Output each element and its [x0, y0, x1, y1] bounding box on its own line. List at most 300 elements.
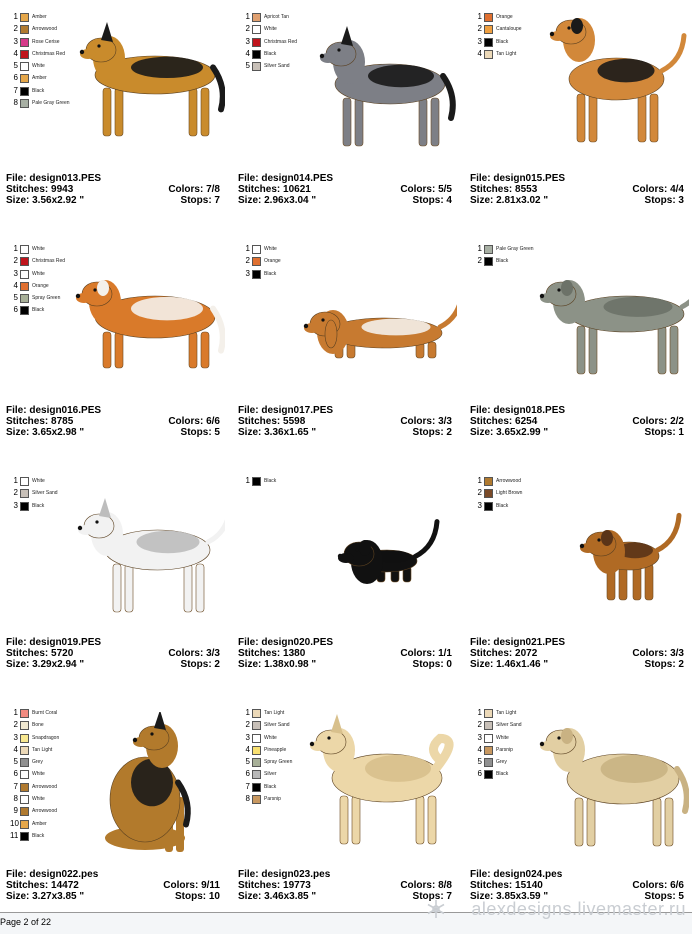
- embroidery-preview: [65, 480, 225, 620]
- palette-number: 2: [13, 24, 18, 34]
- color-swatch: [484, 746, 493, 755]
- embroidery-preview: [297, 16, 457, 156]
- palette-number: 3: [13, 268, 18, 278]
- thread-name: Tan Light: [496, 50, 517, 57]
- color-swatch: [20, 257, 29, 266]
- thread-name: Black: [32, 307, 45, 314]
- thread-name: Black: [264, 270, 277, 277]
- palette-number: 4: [245, 744, 250, 754]
- palette-number: 1: [245, 12, 250, 21]
- color-swatch: [484, 721, 493, 730]
- color-swatch: [20, 62, 29, 71]
- page-number: Page 2 of 22: [0, 917, 52, 927]
- color-swatch: [20, 709, 29, 718]
- color-swatch: [252, 709, 261, 718]
- palette-number: 6: [245, 769, 250, 779]
- thread-name: Rose Cerise: [32, 38, 60, 45]
- color-swatch: [484, 38, 493, 47]
- file-text: File: design019.PES: [6, 637, 102, 648]
- design-card: [464, 696, 692, 928]
- design-card: [0, 0, 232, 232]
- file-text: File: design022.pes: [6, 869, 99, 880]
- stitches-text: Stitches: 8785: [6, 416, 74, 427]
- color-swatch: [484, 758, 493, 767]
- thread-name: Orange: [32, 282, 49, 289]
- size-text: Size: 1.46x1.46 ": [470, 659, 549, 670]
- thread-name: White: [32, 270, 45, 277]
- thread-name: Spray Green: [32, 295, 61, 302]
- colors-text: Colors: 2/2: [632, 416, 684, 427]
- color-swatch: [20, 282, 29, 291]
- color-swatch: [20, 25, 29, 34]
- thread-name: Pale Gray Green: [496, 246, 534, 252]
- palette-number: 2: [477, 720, 482, 730]
- thread-name: Spray Green: [264, 759, 293, 766]
- color-swatch: [20, 832, 29, 841]
- info-row: [238, 427, 452, 438]
- palette-number: 3: [13, 500, 18, 510]
- thread-name: Apricot Tan: [264, 14, 289, 20]
- file-text: File: design024.pes: [470, 869, 563, 880]
- thread-name: Amber: [32, 14, 47, 20]
- design-card: [232, 232, 464, 464]
- info-row: [470, 880, 684, 891]
- stops-text: Stops: 7: [412, 891, 452, 902]
- palette-number: 4: [13, 280, 18, 290]
- info-row: [470, 659, 684, 670]
- color-swatch: [20, 38, 29, 47]
- thread-name: Tan Light: [264, 710, 285, 716]
- size-text: Size: 3.27x3.85 ": [6, 891, 85, 902]
- color-swatch: [252, 746, 261, 755]
- info-row: [6, 637, 220, 648]
- thread-name: Bone: [32, 722, 44, 729]
- thread-name: White: [264, 734, 277, 741]
- color-swatch: [20, 87, 29, 96]
- info-row: [238, 416, 452, 427]
- color-swatch: [252, 477, 261, 486]
- watermark-text: alexdesigns.livemaster.ru: [471, 899, 686, 919]
- stops-text: Stops: 1: [644, 427, 684, 438]
- color-swatch: [20, 294, 29, 303]
- thread-name: Black: [32, 87, 45, 94]
- palette-number: 5: [13, 293, 18, 303]
- colors-text: Colors: 3/3: [632, 648, 684, 659]
- embroidery-preview: [529, 480, 689, 620]
- palette-number: 4: [245, 48, 250, 58]
- thread-name: Silver: [264, 771, 277, 778]
- thread-name: Pineapple: [264, 746, 287, 753]
- embroidery-preview: [297, 480, 457, 620]
- embroidery-preview: [529, 16, 689, 156]
- thread-name: White: [264, 246, 277, 252]
- stops-text: Stops: 7: [180, 195, 220, 206]
- palette-number: 2: [245, 24, 250, 34]
- color-swatch: [20, 50, 29, 59]
- color-swatch: [484, 13, 493, 22]
- color-swatch: [20, 795, 29, 804]
- palette-number: 1: [13, 244, 18, 253]
- color-swatch: [252, 38, 261, 47]
- color-swatch: [484, 489, 493, 498]
- palette-number: 4: [13, 744, 18, 754]
- info-row: [238, 869, 452, 880]
- thread-name: Black: [264, 783, 277, 790]
- color-swatch: [252, 25, 261, 34]
- info-row: [6, 416, 220, 427]
- info-row: [238, 648, 452, 659]
- color-swatch: [20, 746, 29, 755]
- stitches-text: Stitches: 5720: [6, 648, 74, 659]
- thread-name: Black: [496, 258, 509, 265]
- info-row: [6, 659, 220, 670]
- stops-text: Stops: 10: [174, 891, 220, 902]
- palette-number: 9: [13, 806, 18, 816]
- thread-name: Orange: [496, 14, 513, 20]
- info-row: [238, 405, 452, 416]
- palette-number: 3: [477, 36, 482, 46]
- design-card: [0, 464, 232, 696]
- color-swatch: [252, 50, 261, 59]
- thread-name: Black: [496, 771, 509, 778]
- palette-number: 5: [245, 757, 250, 767]
- thread-name: Pale Gray Green: [32, 100, 70, 107]
- stops-text: Stops: 5: [180, 427, 220, 438]
- color-swatch: [484, 50, 493, 59]
- size-text: Size: 3.46x3.85 ": [238, 891, 317, 902]
- thread-name: Silver Sand: [264, 63, 290, 70]
- color-swatch: [20, 820, 29, 829]
- palette-number: 7: [13, 85, 18, 95]
- file-text: File: design018.PES: [470, 405, 566, 416]
- embroidery-preview: [297, 712, 457, 852]
- design-info: [238, 173, 452, 206]
- palette-number: 1: [245, 708, 250, 717]
- stops-text: Stops: 2: [412, 427, 452, 438]
- palette-number: 6: [13, 305, 18, 315]
- palette-number: 2: [477, 488, 482, 498]
- color-swatch: [20, 502, 29, 511]
- design-card: [232, 0, 464, 232]
- size-text: Size: 3.29x2.94 ": [6, 659, 85, 670]
- thread-name: Arrowwood: [496, 478, 522, 484]
- palette-number: 3: [245, 36, 250, 46]
- palette-number: 8: [13, 98, 18, 108]
- color-swatch: [20, 13, 29, 22]
- design-card: [232, 696, 464, 928]
- colors-text: Colors: 9/11: [163, 880, 220, 891]
- design-card: [464, 0, 692, 232]
- palette-number: 1: [477, 12, 482, 21]
- color-swatch: [484, 25, 493, 34]
- size-text: Size: 3.36x1.65 ": [238, 427, 317, 438]
- color-swatch: [484, 502, 493, 511]
- design-card: [232, 464, 464, 696]
- palette-number: 4: [477, 48, 482, 58]
- design-info: [238, 637, 452, 670]
- thread-name: Black: [32, 832, 45, 839]
- thread-name: Christmas Red: [264, 38, 298, 45]
- thread-name: Snapdragon: [32, 734, 60, 741]
- file-text: File: design017.PES: [238, 405, 334, 416]
- colors-text: Colors: 8/8: [400, 880, 452, 891]
- palette-number: 3: [477, 732, 482, 742]
- stops-text: Stops: 5: [644, 891, 684, 902]
- stitches-text: Stitches: 14472: [6, 880, 79, 891]
- file-text: File: design023.pes: [238, 869, 331, 880]
- color-swatch: [252, 257, 261, 266]
- thread-name: Orange: [264, 258, 281, 265]
- design-info: [470, 405, 684, 438]
- embroidery-preview: [65, 248, 225, 388]
- palette-number: 4: [477, 744, 482, 754]
- thread-name: Silver Sand: [264, 722, 290, 729]
- color-swatch: [252, 770, 261, 779]
- color-swatch: [252, 62, 261, 71]
- thread-name: Light Brown: [496, 490, 523, 497]
- color-swatch: [484, 477, 493, 486]
- size-text: Size: 3.56x2.92 ": [6, 195, 85, 206]
- design-info: [6, 869, 220, 902]
- size-text: Size: 3.85x3.59 ": [470, 891, 549, 902]
- colors-text: Colors: 7/8: [168, 184, 220, 195]
- thread-name: Grey: [32, 759, 43, 766]
- thread-name: Amber: [32, 75, 47, 82]
- palette-number: 1: [477, 244, 482, 253]
- color-swatch: [484, 734, 493, 743]
- info-row: [470, 648, 684, 659]
- thread-name: Black: [496, 502, 509, 509]
- palette-number: 3: [245, 732, 250, 742]
- color-swatch: [20, 758, 29, 767]
- info-row: [238, 173, 452, 184]
- color-swatch: [20, 99, 29, 108]
- palette-number: 2: [245, 720, 250, 730]
- thread-name: Christmas Red: [32, 50, 66, 57]
- thread-name: Grey: [496, 759, 507, 766]
- palette-number: 1: [245, 476, 250, 485]
- color-swatch: [252, 13, 261, 22]
- color-swatch: [20, 477, 29, 486]
- design-info: [6, 405, 220, 438]
- palette-number: 5: [477, 757, 482, 767]
- thread-name: White: [496, 734, 509, 741]
- colors-text: Colors: 4/4: [632, 184, 684, 195]
- palette-number: 1: [13, 708, 18, 717]
- palette-number: 2: [13, 256, 18, 266]
- thread-name: Black: [264, 50, 277, 57]
- thread-name: White: [264, 26, 277, 33]
- color-swatch: [252, 245, 261, 254]
- info-row: [470, 637, 684, 648]
- palette-number: 10: [10, 818, 19, 828]
- palette-number: 2: [477, 24, 482, 34]
- color-swatch: [484, 770, 493, 779]
- info-row: [470, 184, 684, 195]
- thread-name: Silver Sand: [496, 722, 522, 729]
- info-row: [238, 637, 452, 648]
- stitches-text: Stitches: 2072: [470, 648, 538, 659]
- info-row: [470, 173, 684, 184]
- size-text: Size: 2.96x3.04 ": [238, 195, 317, 206]
- color-swatch: [20, 306, 29, 315]
- design-info: [470, 637, 684, 670]
- info-row: [238, 880, 452, 891]
- file-text: File: design021.PES: [470, 637, 566, 648]
- page-footer: [0, 899, 692, 934]
- color-swatch: [20, 783, 29, 792]
- thread-name: Amber: [32, 820, 47, 827]
- embroidery-preview: [65, 16, 225, 156]
- size-text: Size: 3.65x2.98 ": [6, 427, 85, 438]
- thread-name: Cantaloupe: [496, 26, 522, 33]
- color-swatch: [20, 270, 29, 279]
- palette-number: 6: [477, 769, 482, 779]
- color-swatch: [252, 734, 261, 743]
- colors-text: Colors: 6/6: [168, 416, 220, 427]
- info-row: [238, 891, 452, 902]
- info-row: [470, 195, 684, 206]
- thread-name: Tan Light: [32, 746, 53, 753]
- palette-number: 1: [13, 12, 18, 21]
- color-swatch: [252, 795, 261, 804]
- stops-text: Stops: 0: [412, 659, 452, 670]
- stitches-text: Stitches: 5598: [238, 416, 306, 427]
- palette-number: 1: [13, 476, 18, 485]
- stops-text: Stops: 4: [412, 195, 452, 206]
- stitches-text: Stitches: 19773: [238, 880, 311, 891]
- info-row: [6, 195, 220, 206]
- palette-number: 2: [13, 720, 18, 730]
- colors-text: Colors: 1/1: [400, 648, 452, 659]
- file-text: File: design020.PES: [238, 637, 334, 648]
- palette-number: 5: [13, 757, 18, 767]
- stitches-text: Stitches: 1380: [238, 648, 306, 659]
- colors-text: Colors: 6/6: [632, 880, 684, 891]
- size-text: Size: 1.38x0.98 ": [238, 659, 317, 670]
- thread-name: White: [32, 771, 45, 778]
- color-swatch: [20, 74, 29, 83]
- thread-name: White: [32, 796, 45, 803]
- thread-name: Christmas Red: [32, 258, 66, 265]
- design-card: [464, 232, 692, 464]
- thread-name: Tan Light: [496, 710, 517, 716]
- colors-text: Colors: 3/3: [400, 416, 452, 427]
- info-row: [6, 184, 220, 195]
- palette-number: 6: [13, 73, 18, 83]
- palette-number: 3: [13, 36, 18, 46]
- colors-text: Colors: 3/3: [168, 648, 220, 659]
- thread-name: Silver Sand: [32, 490, 58, 497]
- palette-number: 5: [13, 61, 18, 71]
- color-swatch: [484, 245, 493, 254]
- palette-number: 7: [13, 781, 18, 791]
- info-row: [238, 184, 452, 195]
- thread-name: Arrowwood: [32, 26, 58, 33]
- color-swatch: [252, 783, 261, 792]
- embroidery-preview: [297, 248, 457, 388]
- stops-text: Stops: 2: [644, 659, 684, 670]
- palette-number: 1: [245, 244, 250, 253]
- color-swatch: [252, 758, 261, 767]
- info-row: [470, 416, 684, 427]
- palette-number: 8: [245, 794, 250, 804]
- info-row: [6, 405, 220, 416]
- color-swatch: [252, 721, 261, 730]
- design-info: [470, 869, 684, 902]
- palette-number: 2: [477, 256, 482, 266]
- color-swatch: [20, 770, 29, 779]
- stitches-text: Stitches: 8553: [470, 184, 538, 195]
- thread-name: White: [32, 478, 45, 484]
- palette-number: 5: [245, 61, 250, 71]
- thread-name: Black: [32, 502, 45, 509]
- color-swatch: [20, 734, 29, 743]
- thread-name: Burnt Coral: [32, 710, 58, 716]
- info-row: [470, 869, 684, 880]
- color-swatch: [20, 807, 29, 816]
- info-row: [6, 891, 220, 902]
- file-text: File: design013.PES: [6, 173, 102, 184]
- palette-number: 4: [13, 48, 18, 58]
- stops-text: Stops: 3: [644, 195, 684, 206]
- info-row: [6, 427, 220, 438]
- palette-number: 2: [245, 256, 250, 266]
- snowflake-icon: [426, 899, 446, 919]
- thread-name: Black: [264, 478, 277, 484]
- color-swatch: [484, 257, 493, 266]
- info-row: [238, 195, 452, 206]
- thread-name: White: [32, 63, 45, 70]
- design-card: [0, 232, 232, 464]
- colors-text: Colors: 5/5: [400, 184, 452, 195]
- palette-number: 7: [245, 781, 250, 791]
- info-row: [6, 173, 220, 184]
- thread-name: Arrowwood: [32, 808, 58, 815]
- info-row: [238, 659, 452, 670]
- thread-name: Parsnip: [496, 746, 513, 753]
- stitches-text: Stitches: 15140: [470, 880, 543, 891]
- design-info: [6, 173, 220, 206]
- design-card: [0, 696, 232, 928]
- file-text: File: design016.PES: [6, 405, 102, 416]
- file-text: File: design014.PES: [238, 173, 334, 184]
- palette-number: 3: [477, 500, 482, 510]
- embroidery-preview: [65, 712, 225, 852]
- info-row: [470, 405, 684, 416]
- palette-number: 8: [13, 794, 18, 804]
- info-row: [6, 880, 220, 891]
- design-card: [464, 464, 692, 696]
- design-info: [238, 869, 452, 902]
- file-text: File: design015.PES: [470, 173, 566, 184]
- stitches-text: Stitches: 10621: [238, 184, 311, 195]
- thread-name: Arrowwood: [32, 783, 58, 790]
- palette-number: 3: [13, 732, 18, 742]
- embroidery-preview: [529, 712, 689, 852]
- palette-number: 11: [10, 830, 19, 840]
- thread-name: Parsnip: [264, 796, 281, 803]
- stitches-text: Stitches: 6254: [470, 416, 538, 427]
- palette-number: 3: [245, 268, 250, 278]
- palette-number: 2: [13, 488, 18, 498]
- color-swatch: [484, 709, 493, 718]
- palette-number: 1: [477, 708, 482, 717]
- stops-text: Stops: 2: [180, 659, 220, 670]
- stitches-text: Stitches: 9943: [6, 184, 74, 195]
- thread-name: Black: [496, 38, 509, 45]
- info-row: [470, 427, 684, 438]
